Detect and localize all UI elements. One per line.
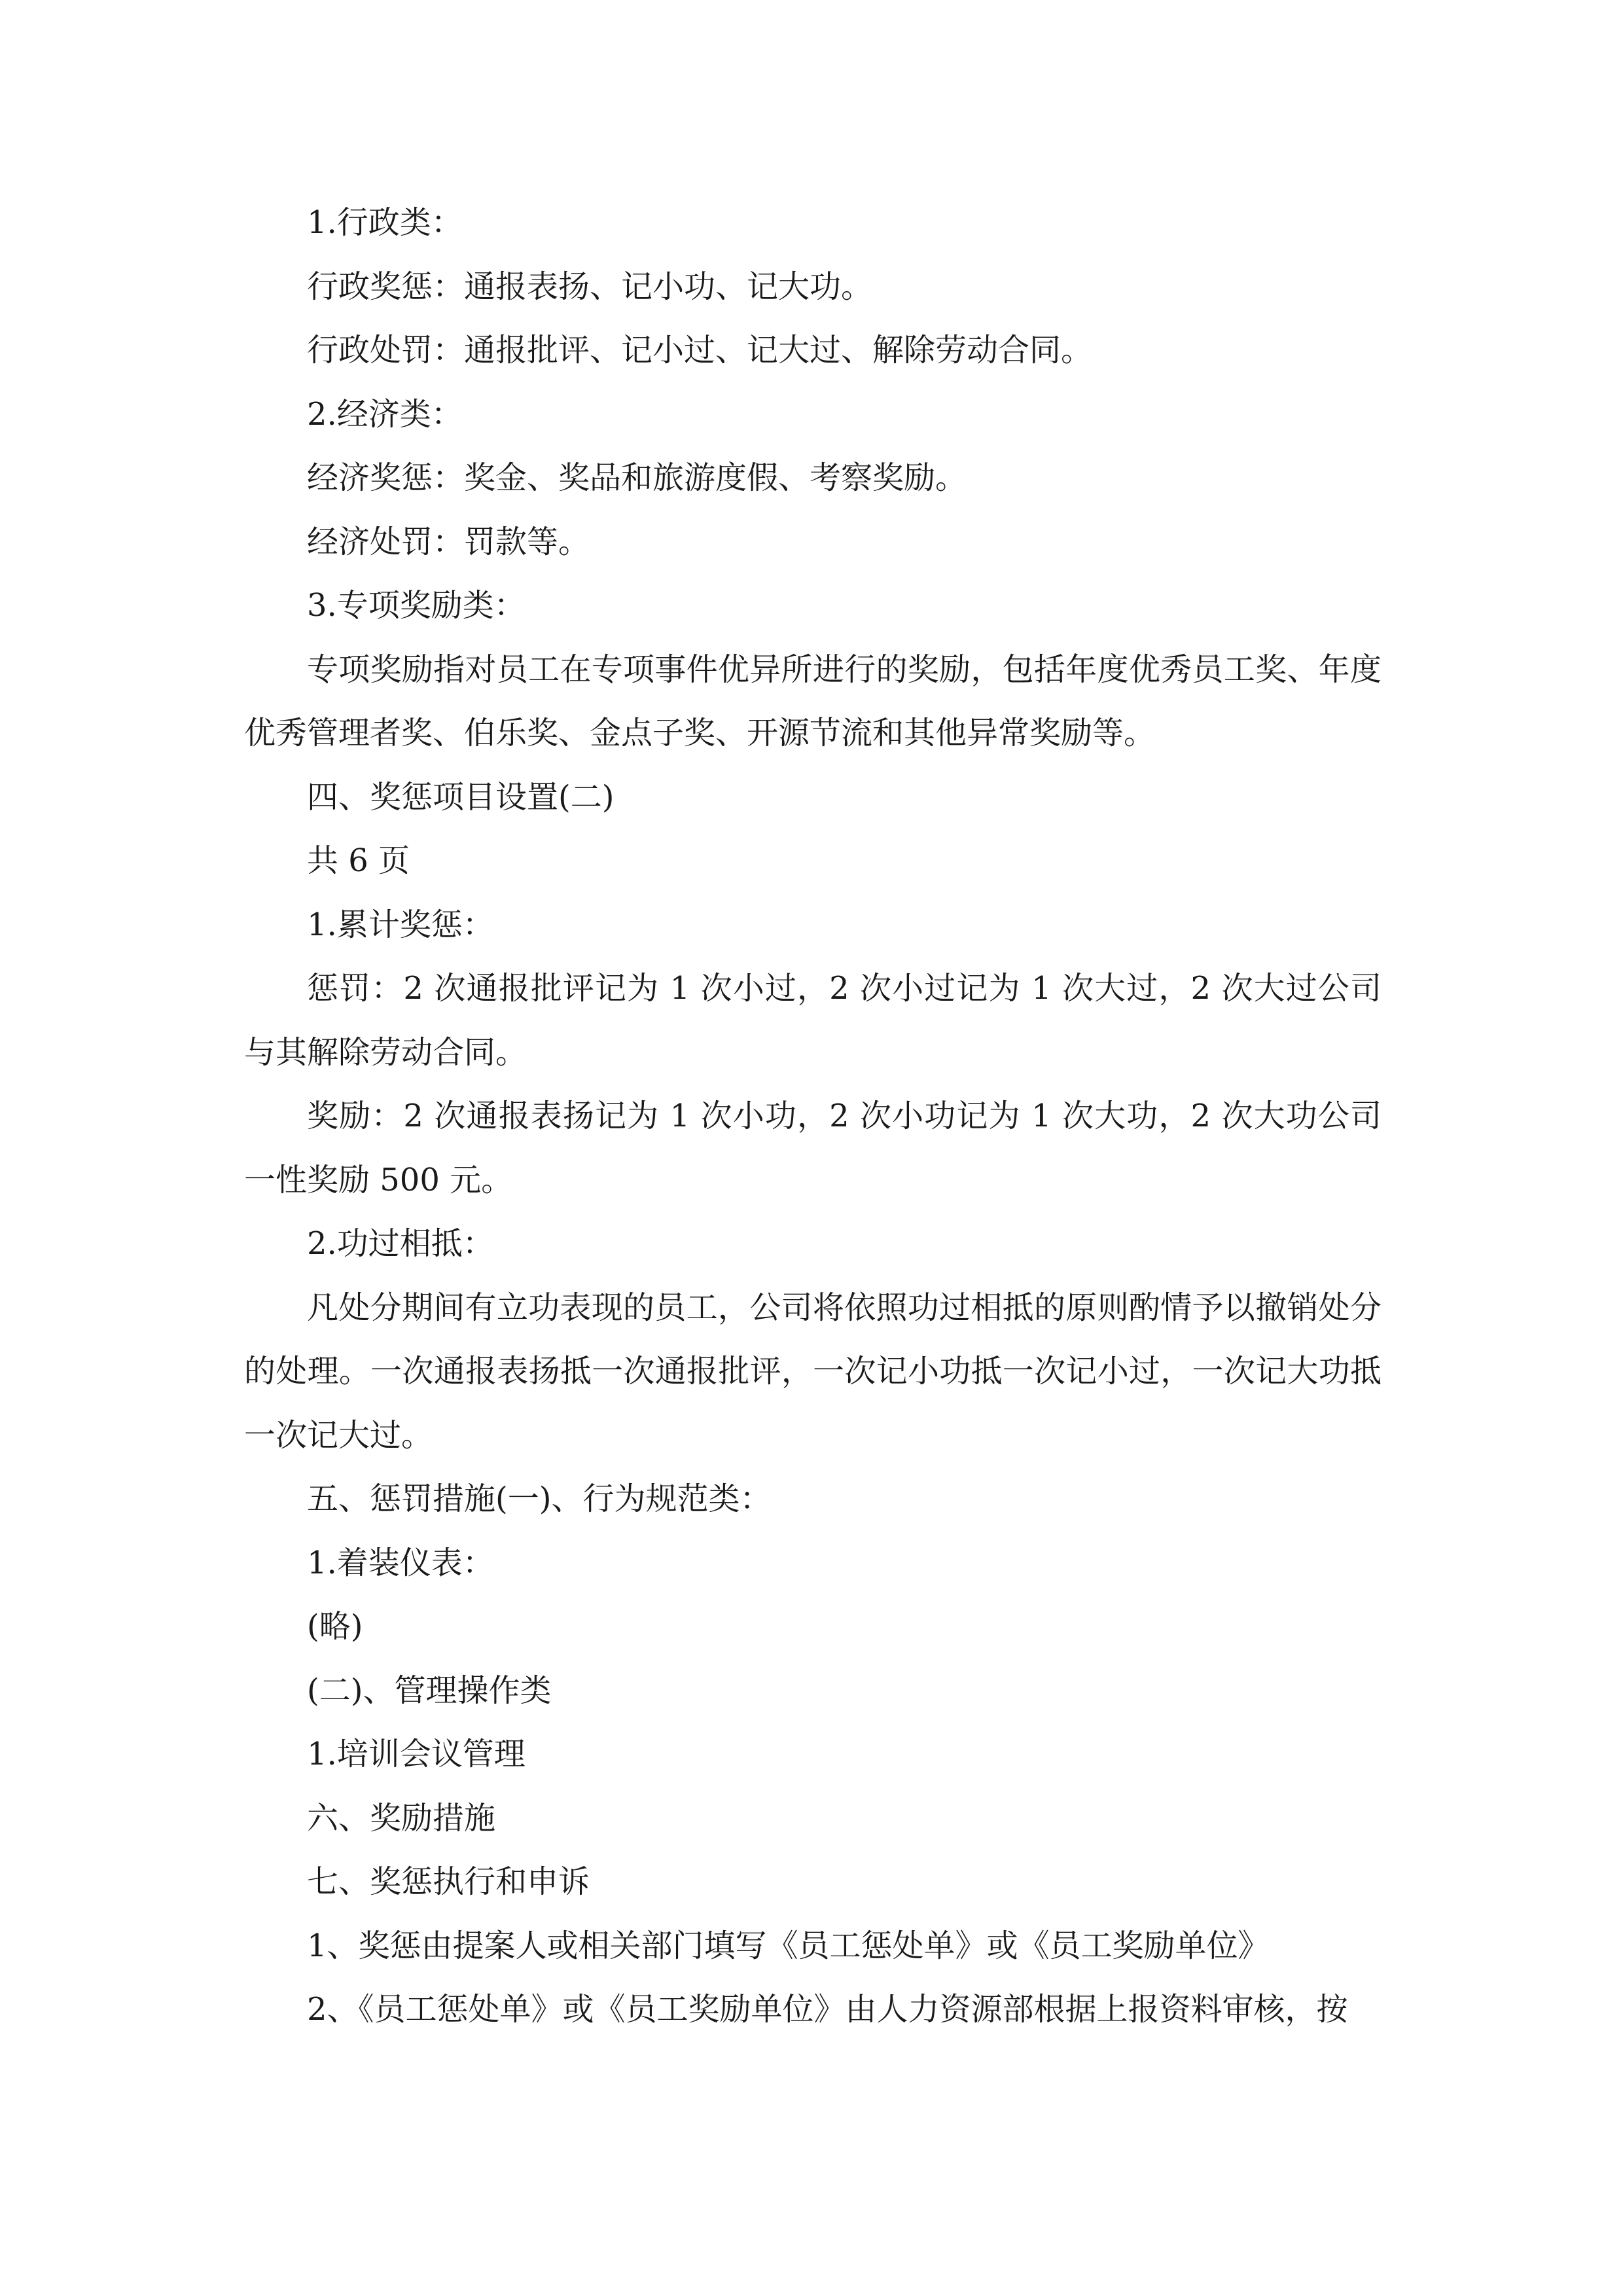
heading-section-seven: 七、奖惩执行和申诉 [307, 1863, 590, 1900]
paragraph-offset-description: 凡处分期间有立功表现的员工，公司将依照功过相抵的原则酌情予以撤销处分的处理。一次通报表扬抵一次通报批评，一次记小功抵一次记小过，一次记大功抵一次记大过。 [244, 1289, 1382, 1454]
paragraph-dress-appearance: 1.着装仪表： [307, 1544, 494, 1581]
paragraph-economic-category: 2.经济类： [307, 395, 463, 433]
paragraph-omitted: (略) [307, 1608, 363, 1645]
heading-section-five: 五、惩罚措施(一)、行为规范类： [307, 1480, 772, 1517]
paragraph-economic-penalties: 经济处罚：罚款等。 [307, 523, 590, 560]
paragraph-special-award-description: 专项奖励指对员工在专项事件优异所进行的奖励，包括年度优秀员工奖、年度优秀管理者奖、伯乐奖、金点子奖、开源节流和其他异常奖励等。 [244, 651, 1382, 751]
paragraph-execution-step-two: 2、《员工惩处单》或《员工奖励单位》由人力资源部根据上报资料审核，按 [307, 1991, 1348, 2028]
page-count-note: 共 6 页 [307, 842, 410, 879]
paragraph-cumulative-reward: 奖励：2 次通报表扬记为 1 次小功，2 次小功记为 1 次大功，2 次大功公司一性奖励 500 元。 [244, 1098, 1382, 1198]
paragraph-cumulative-penalty: 惩罚：2 次通报批评记为 1 次小过，2 次小过记为 1 次大过，2 次大过公司与其解除劳动合同。 [244, 970, 1382, 1071]
paragraph-offset: 2.功过相抵： [307, 1225, 494, 1262]
paragraph-administrative-penalties: 行政处罚：通报批评、记小过、记大过、解除劳动合同。 [307, 332, 1093, 368]
document-body [244, 191, 1382, 2042]
paragraph-administrative-category: 1.行政类： [307, 204, 463, 241]
heading-section-four: 四、奖惩项目设置(二) [307, 778, 615, 816]
heading-section-six: 六、奖励措施 [307, 1799, 496, 1837]
heading-management-operations: (二)、管理操作类 [307, 1672, 552, 1709]
paragraph-cumulative: 1.累计奖惩： [307, 906, 494, 943]
paragraph-administrative-rewards: 行政奖惩：通报表扬、记小功、记大功。 [307, 268, 873, 305]
paragraph-training-meetings: 1.培训会议管理 [307, 1736, 526, 1772]
paragraph-economic-rewards: 经济奖惩：奖金、奖品和旅游度假、考察奖励。 [307, 459, 967, 496]
paragraph-execution-step-one: 1、奖惩由提案人或相关部门填写《员工惩处单》或《员工奖励单位》 [307, 1927, 1270, 1964]
paragraph-special-award-category: 3.专项奖励类： [307, 587, 526, 624]
